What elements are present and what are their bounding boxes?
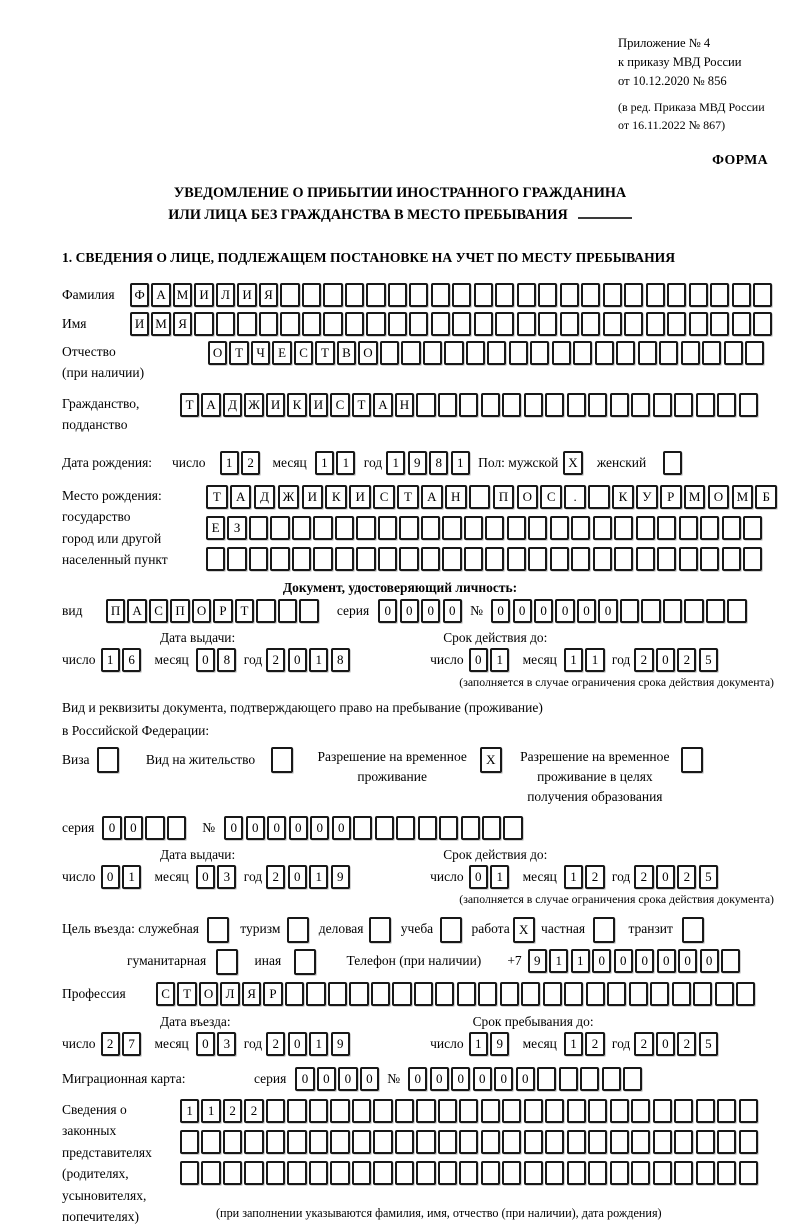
birth-month-cells[interactable]: 1 1 [315,451,358,475]
entry-purpose-row [62,917,800,943]
representatives-label: Сведения о законных представителях (родителях, усыновителях, попечителях) [62,1101,152,1225]
doc-valid-day-cells[interactable]: 0 1 [469,648,512,672]
issue-date-heading: Дата выдачи: [160,629,236,645]
purpose-official-checkbox[interactable] [207,917,231,943]
doc-number-label: № [470,602,484,618]
doc-series-label: серия [336,602,370,618]
annex-reference [618,34,800,134]
sex-male-label: Пол: мужской [478,454,559,470]
doc-dates-row [62,648,800,672]
month-label: месяц [154,651,189,667]
permit-valid-year-cells[interactable]: 2 0 2 5 [634,865,720,889]
sex-male-checkbox[interactable]: X [563,451,584,475]
purpose-humanitarian-checkbox[interactable] [216,949,240,975]
permit-number-label: № [202,819,216,835]
form-title-line1: УВЕДОМЛЕНИЕ О ПРИБЫТИИ ИНОСТРАННОГО ГРАЖДАНИНА [173,184,627,201]
purpose-transit-checkbox[interactable] [682,917,706,943]
representatives-note: (при заполнении указываются фамилия, имя, отчество (при наличии), дата рождения) [216,1205,662,1220]
entry-day-cells[interactable]: 2 7 [101,1032,144,1056]
purpose-private-checkbox[interactable] [593,917,617,943]
surname-cells[interactable]: Ф А М И Л И Я [130,283,775,307]
doc-valid-month-cells[interactable]: 1 1 [564,648,607,672]
temp-residence-edu-checkbox[interactable] [681,747,705,773]
visa-label: Виза [62,751,90,767]
birthplace-row [62,485,800,578]
section1-heading: 1. СВЕДЕНИЯ О ЛИЦЕ, ПОДЛЕЖАЩЕМ ПОСТАНОВКЕ НА УЧЕТ ПО МЕСТУ ПРЕБЫВАНИЯ [62,249,676,265]
identity-doc-heading: Документ, удостоверяющий личность: [282,579,518,595]
residence-doc-checkbox-row [62,747,800,807]
month-label: месяц [272,454,307,470]
purpose-transit-label: транзит [628,920,673,936]
sex-female-label: женский [596,454,647,470]
month-label: месяц [522,651,557,667]
doc-series-cells[interactable]: 0 0 0 0 [378,599,464,623]
profession-row [62,982,800,1006]
temp-residence-label: Разрешение на временное проживание [317,748,467,784]
doc-type-cells[interactable]: П А С П О Р Т [106,599,321,623]
doc-issue-month-cells[interactable]: 0 8 [196,648,239,672]
annex-line: к приказу МВД России [618,54,742,69]
notification-form-page [0,34,800,1225]
citizenship-label2: подданство [62,417,128,433]
birthplace-settlement-label: населенный пункт [62,552,168,568]
entry-date-heading: Дата въезда: [160,1013,231,1029]
temp-residence-checkbox[interactable]: X [480,747,504,773]
title-blank-line [578,204,632,219]
purpose-work-label: работа [471,920,510,936]
patronymic-row [62,341,800,384]
day-label: число [62,868,96,884]
surname-label: Фамилия [62,286,115,302]
entry-dates-heading [0,1014,800,1030]
annex-line: от 10.12.2020 № 856 [618,73,727,88]
entry-month-cells[interactable]: 0 3 [196,1032,239,1056]
doc-issue-year-cells[interactable]: 2 0 1 8 [266,648,352,672]
form-title-line2: ИЛИ ЛИЦА БЕЗ ГРАЖДАНСТВА В МЕСТО ПРЕБЫВАНИЯ [168,206,568,223]
purpose-business-label: деловая [318,920,364,936]
residence-right-text1: Вид и реквизиты документа, подтверждающего право на пребывание (проживание) [62,699,543,715]
citizenship-cells[interactable]: Т А Д Ж И К И С Т А Н [180,393,760,417]
validity-note: (заполняется в случае ограничения срока действия документа) [459,674,774,689]
annex-edition-line: (в ред. Приказа МВД России [618,99,765,114]
permit-valid-day-cells[interactable]: 0 1 [469,865,512,889]
visa-checkbox[interactable] [97,747,121,773]
migration-card-label: Миграционная карта: [62,1070,186,1086]
representatives-cells-row2[interactable] [180,1130,760,1154]
permit-series-label: серия [62,819,95,835]
stay-month-cells[interactable]: 1 2 [564,1032,607,1056]
doc-type-label: вид [62,602,83,618]
purpose-other-checkbox[interactable] [294,949,318,975]
entry-purpose-row2 [127,949,800,975]
year-label: год [243,868,263,884]
forma-label: ФОРМА [712,151,768,167]
month-label: месяц [154,868,189,884]
representatives-cells-row3[interactable] [180,1161,760,1185]
purpose-business-checkbox[interactable] [369,917,393,943]
year-label: год [611,868,631,884]
purpose-tourism-label: туризм [240,920,281,936]
day-label: число [430,868,464,884]
month-label: месяц [522,1035,557,1051]
permit-series-cells[interactable]: 0 0 [102,816,188,840]
purpose-study-label: учеба [400,920,434,936]
stay-year-cells[interactable]: 2 0 2 5 [634,1032,720,1056]
patronymic-cells[interactable]: О Т Ч Е С Т В О [208,341,767,365]
permit-number-cells[interactable]: 0 0 0 0 0 0 [224,816,525,840]
permit-valid-month-cells[interactable]: 1 2 [564,865,607,889]
year-label: год [243,1035,263,1051]
profession-label: Профессия [62,985,126,1001]
representatives-cells-row1[interactable]: 1 1 2 2 [180,1099,760,1123]
validity-note: (заполняется в случае ограничения срока действия документа) [459,891,774,906]
birthplace-state-label: государство [62,509,131,525]
month-label: месяц [522,868,557,884]
annex-line: Приложение № 4 [618,36,711,50]
permit-issue-month-cells[interactable]: 0 3 [196,865,239,889]
birth-year-cells[interactable]: 1 9 8 1 [386,451,472,475]
day-label: число [62,1035,96,1051]
valid-until-heading: Срок действия до: [443,629,548,645]
birth-day-cells[interactable]: 1 2 [220,451,263,475]
stay-day-cells[interactable]: 1 9 [469,1032,512,1056]
temp-residence-edu-label: Разрешение на временное проживание в целях получения образования [520,748,670,804]
residence-permit-label: Вид на жительство [145,751,256,767]
birthplace-label: Место рождения: [62,487,162,503]
entry-year-cells[interactable]: 2 0 1 9 [266,1032,352,1056]
permit-dates-row [62,865,800,889]
doc-number-cells[interactable]: 0 0 0 0 0 0 [491,599,749,623]
year-label: год [611,651,631,667]
phone-prefix: +7 [507,952,522,968]
doc-dates-heading [0,630,800,646]
form-title [0,182,800,226]
permit-issue-year-cells[interactable]: 2 0 1 9 [266,865,352,889]
purpose-work-checkbox[interactable]: X [513,917,537,943]
doc-issue-day-cells[interactable]: 1 6 [101,648,144,672]
migration-number-label: № [387,1070,401,1086]
birthdate-label: Дата рождения: [62,454,153,470]
purpose-humanitarian-label: гуманитарная [127,952,207,968]
day-label: число [172,454,206,470]
year-label: год [611,1035,631,1051]
residence-permit-checkbox[interactable] [271,747,295,773]
identity-doc-row [62,599,800,623]
purpose-other-label: иная [254,952,282,968]
purpose-tourism-checkbox[interactable] [287,917,311,943]
permit-series-row [62,816,800,840]
annex-edition-line: от 16.11.2022 № 867) [618,117,726,132]
surname-row [62,283,800,307]
citizenship-row [62,393,800,436]
stay-until-heading: Срок пребывания до: [472,1013,594,1029]
migration-series-label: серия [254,1070,287,1086]
day-label: число [430,1035,464,1051]
doc-valid-year-cells[interactable]: 2 0 2 5 [634,648,720,672]
birthdate-row [62,451,800,475]
migration-number-cells[interactable]: 0 0 0 0 0 0 [408,1067,644,1091]
given-name-row [62,312,800,336]
purpose-official-label: Цель въезда: служебная [62,920,199,936]
sex-female-checkbox[interactable] [663,451,684,475]
year-label: год [243,651,263,667]
birthplace-city-label: город или другой [62,530,162,546]
phone-cells[interactable]: 9 1 1 0 0 0 0 0 0 [528,949,743,973]
entry-dates-row [62,1032,800,1056]
day-label: число [430,651,464,667]
birthplace-cells-row1[interactable]: Т А Д Ж И К И С Т А Н П О С . К У Р М О М Б [206,485,779,509]
given-name-label: Имя [62,315,87,331]
permit-issue-day-cells[interactable]: 0 1 [101,865,144,889]
given-name-cells[interactable]: И М Я [130,312,775,336]
permit-dates-heading [0,847,800,863]
birthplace-cells-row2[interactable]: Е З [206,516,765,540]
birthplace-cells-row3[interactable] [206,547,765,571]
year-label: год [363,454,383,470]
patronymic-note: (при наличии) [62,365,145,381]
migration-series-cells[interactable]: 0 0 0 0 [295,1067,381,1091]
representatives-row [62,1099,800,1228]
residence-right-text2: в Российской Федерации: [62,723,210,739]
month-label: месяц [154,1035,189,1051]
issue-date-heading: Дата выдачи: [160,846,236,862]
valid-until-heading: Срок действия до: [443,846,548,862]
citizenship-label: Гражданство, [62,395,140,411]
day-label: число [62,651,96,667]
migration-card-row [62,1067,800,1091]
purpose-private-label: частная [541,920,586,936]
patronymic-label: Отчество [62,343,116,359]
profession-cells[interactable]: С Т О Л Я Р [156,982,758,1006]
purpose-study-checkbox[interactable] [440,917,464,943]
phone-label: Телефон (при наличии) [346,952,482,968]
